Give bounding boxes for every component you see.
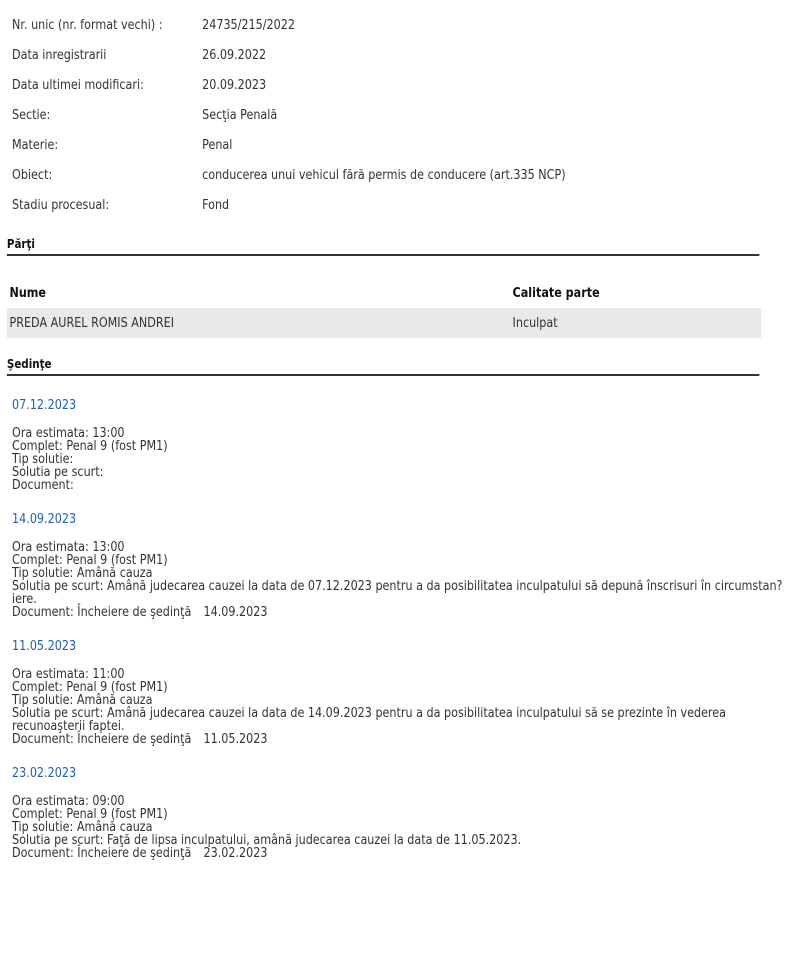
- document-label: Document:: [12, 478, 74, 493]
- hearing-date: 23.02.2023: [12, 766, 77, 781]
- case-info-row-section: [0, 100, 757, 130]
- role-column-header: Calitate parte: [512, 285, 600, 301]
- hearing-document: [12, 733, 786, 746]
- hearing-item: [12, 766, 786, 860]
- parties-section-title: Părţi: [7, 237, 760, 256]
- table-row: [7, 308, 761, 338]
- case-info-row-last-modified: [0, 70, 757, 100]
- hearing-time: Ora estimata: 09:00: [12, 794, 125, 809]
- document-label: Document:: [12, 732, 74, 747]
- hearing-solution-short: Solutia pe scurt: Amână judecarea cauzei la data de 07.12.2023 pentru a da posibilitatea inculpatului să depună înscrisuri în circumstan?iere.: [12, 579, 783, 607]
- hearing-panel: Complet: Penal 9 (fost PM1): [12, 439, 168, 454]
- hearing-date: 07.12.2023: [12, 398, 77, 413]
- case-info-row-object: [0, 160, 757, 190]
- registration-date-value: 26.09.2022: [202, 47, 267, 63]
- hearing-document: [12, 847, 786, 860]
- hearings-list: [12, 398, 786, 880]
- hearing-document: [12, 479, 786, 492]
- document-date: 14.09.2023: [203, 605, 268, 620]
- case-info-row-matter: [0, 130, 757, 160]
- section-value: Secţia Penală: [202, 107, 278, 123]
- document-label: Document:: [12, 846, 74, 861]
- hearing-item: [12, 512, 786, 619]
- procedural-stage-label: Stadiu procesual:: [12, 197, 110, 213]
- document-date: 23.02.2023: [203, 846, 268, 861]
- hearing-panel: Complet: Penal 9 (fost PM1): [12, 680, 168, 695]
- hearing-panel: Complet: Penal 9 (fost PM1): [12, 807, 168, 822]
- procedural-stage-value: Fond: [202, 197, 230, 213]
- parties-table-header: [7, 278, 761, 308]
- case-info-row-stage: [0, 190, 757, 220]
- hearing-solution-type: Tip solutie: Amână cauza: [12, 820, 153, 835]
- hearing-solution-type: Tip solutie:: [12, 452, 74, 467]
- hearing-item: [12, 639, 786, 746]
- party-name: PREDA AUREL ROMIS ANDREI: [9, 315, 175, 331]
- section-label: Sectie:: [12, 107, 51, 123]
- hearing-solution-type: Tip solutie: Amână cauza: [12, 566, 153, 581]
- document-label: Document:: [12, 605, 74, 620]
- hearing-solution-short: Solutia pe scurt: Faţă de lipsa inculpatului, amână judecarea cauzei la data de 11.05.2023.: [12, 833, 522, 848]
- hearing-time: Ora estimata: 11:00: [12, 667, 125, 682]
- case-number-value: 24735/215/2022: [202, 17, 295, 33]
- party-role: Inculpat: [512, 315, 558, 331]
- hearing-solution-type: Tip solutie: Amână cauza: [12, 693, 153, 708]
- object-value: conducerea unui vehicul fără permis de conducere (art.335 NCP): [202, 167, 566, 183]
- parties-table: [7, 278, 761, 338]
- hearing-solution-short: Solutia pe scurt:: [12, 465, 104, 480]
- case-info-table: [0, 10, 757, 220]
- hearing-item: [12, 398, 786, 492]
- case-number-label: Nr. unic (nr. format vechi) :: [12, 17, 163, 33]
- case-info-row-number: [0, 10, 757, 40]
- document-link[interactable]: Încheiere de şedinţă: [77, 605, 192, 620]
- document-link[interactable]: Încheiere de şedinţă: [77, 846, 192, 861]
- document-link[interactable]: Încheiere de şedinţă: [77, 732, 192, 747]
- hearings-section-title: Şedinţe: [7, 357, 760, 376]
- name-column-header: Nume: [9, 285, 47, 301]
- case-info-row-registration: [0, 40, 757, 70]
- hearing-panel: Complet: Penal 9 (fost PM1): [12, 553, 168, 568]
- object-label: Obiect:: [12, 167, 53, 183]
- hearing-date: 14.09.2023: [12, 512, 77, 527]
- last-modified-value: 20.09.2023: [202, 77, 267, 93]
- document-date: 11.05.2023: [203, 732, 268, 747]
- hearing-date: 11.05.2023: [12, 639, 77, 654]
- matter-value: Penal: [202, 137, 233, 153]
- hearing-solution-short: Solutia pe scurt: Amână judecarea cauzei la data de 14.09.2023 pentru a da posibilitatea inculpatului să se prezinte în vederea recunoaşterii faptei.: [12, 706, 727, 734]
- matter-label: Materie:: [12, 137, 59, 153]
- hearing-time: Ora estimata: 13:00: [12, 426, 125, 441]
- hearing-document: [12, 606, 786, 619]
- registration-date-label: Data inregistrarii: [12, 47, 107, 63]
- hearing-time: Ora estimata: 13:00: [12, 540, 125, 555]
- last-modified-label: Data ultimei modificari:: [12, 77, 144, 93]
